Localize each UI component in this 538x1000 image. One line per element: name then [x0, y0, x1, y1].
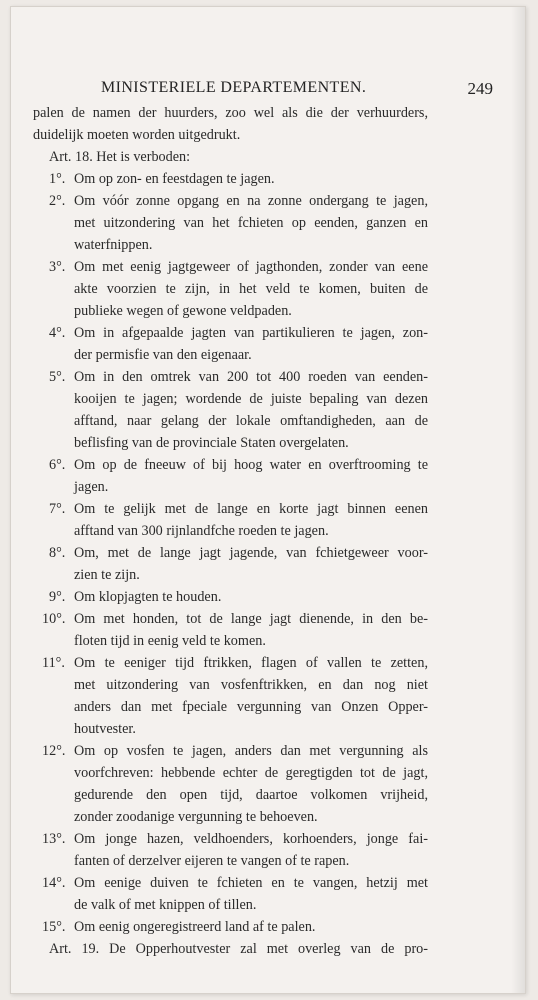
text-line: publieke wegen of gewone veldpaden. [74, 303, 292, 319]
text-line: Om klopjagten te houden. [74, 589, 222, 605]
item-number: 5°. [49, 369, 66, 385]
text-line: fanten of derzelver eijeren te vangen of te rapen. [74, 853, 350, 869]
text-line: beflisfing van de provinciale Staten overgelaten. [74, 435, 349, 451]
text-line: palen de namen der huurders, zoo wel als die der verhuurders, [33, 105, 428, 121]
item-number: 12°. [42, 743, 66, 759]
text-line: akte voorzien te zijn, in het veld te komen, buiten de [74, 281, 428, 297]
article-heading: Art. 18. Het is verboden: [49, 149, 191, 165]
text-line: Om op de fneeuw of bij hoog water en overftrooming te [74, 457, 428, 473]
text-line: gedurende den open tijd, daartoe volkomen vrijheid, [74, 787, 428, 803]
item-number: 15°. [42, 919, 66, 935]
text-line: Om eenige duiven te fchieten en te vangen, hetzij met [74, 875, 428, 891]
text-line: met uitzondering van het fchieten op eenden, ganzen en [74, 215, 428, 231]
item-number: 4°. [49, 325, 66, 341]
text-line: kooijen te jagen; wordende de juiste bepaling van dezen [74, 391, 428, 407]
item-number: 14°. [42, 875, 66, 891]
text-line: Om vóór zonne opgang en na zonne ondergang te jagen, [74, 193, 428, 209]
item-number: 6°. [49, 457, 66, 473]
text-line: Om met honden, tot de lange jagt dienende, in den be- [74, 611, 428, 627]
text-line: Om met eenig jagtgeweer of jagthonden, zonder van eene [74, 259, 428, 275]
item-number: 10°. [42, 611, 66, 627]
page-number: 249 [467, 79, 493, 98]
item-number: 2°. [49, 193, 66, 209]
text-line: Om jonge hazen, veldhoenders, korhoenders, jonge fai- [74, 831, 428, 847]
text-line: anders dan met fpeciale vergunning van Onzen Opper- [74, 699, 428, 715]
text-line: Om te eeniger tijd ftrikken, flagen of vallen te zetten, [74, 655, 428, 671]
item-number: 11°. [42, 655, 65, 671]
text-line: Om in afgepaalde jagten van partikulieren te jagen, zon- [74, 325, 428, 341]
text-line: zonder zoodanige vergunning te behoeven. [74, 809, 318, 825]
text-line: de valk of met knippen of tillen. [74, 897, 257, 913]
item-number: 7°. [49, 501, 66, 517]
text-line: der permisfie van den eigenaar. [74, 347, 252, 363]
running-header-title: MINISTERIELE DEPARTEMENTEN. [101, 79, 367, 96]
text-line: voorfchreven: hebbende echter de geregtigden tot de jagt, [74, 765, 428, 781]
text-line: zien te zijn. [74, 567, 140, 583]
item-number: 9°. [49, 589, 66, 605]
article-heading: Art. 19. De Opperhoutvester zal met overleg van de pro- [49, 941, 428, 957]
item-number: 8°. [49, 545, 66, 561]
text-line: afftand van 300 rijnlandfche roeden te jagen. [74, 523, 329, 539]
text-line: met uitzondering van vosfenftrikken, en dan nog niet [74, 677, 428, 693]
text-line: Om op zon- en feestdagen te jagen. [74, 171, 275, 187]
text-line: floten tijd in eenig veld te komen. [74, 633, 266, 649]
text-line: Om op vosfen te jagen, anders dan met vergunning als [74, 743, 428, 759]
item-number: 3°. [49, 259, 66, 275]
text-line: jagen. [74, 479, 109, 495]
item-number: 1°. [49, 171, 66, 187]
text-line: afftand, naar gelang der lokale omftandigheden, aan de [74, 413, 428, 429]
text-line: Om eenig ongeregistreerd land af te palen. [74, 919, 316, 935]
text-line: houtvester. [74, 721, 136, 737]
item-number: 13°. [42, 831, 66, 847]
text-line: duidelijk moeten worden uitgedrukt. [33, 127, 241, 143]
text-line: Om te gelijk met de lange en korte jagt binnen eenen [74, 501, 428, 517]
text-line: Om in den omtrek van 200 tot 400 roeden van eenden- [74, 369, 428, 385]
text-line: waterfnippen. [74, 237, 153, 253]
text-line: Om, met de lange jagt jagende, van fchietgeweer voor- [74, 545, 428, 561]
